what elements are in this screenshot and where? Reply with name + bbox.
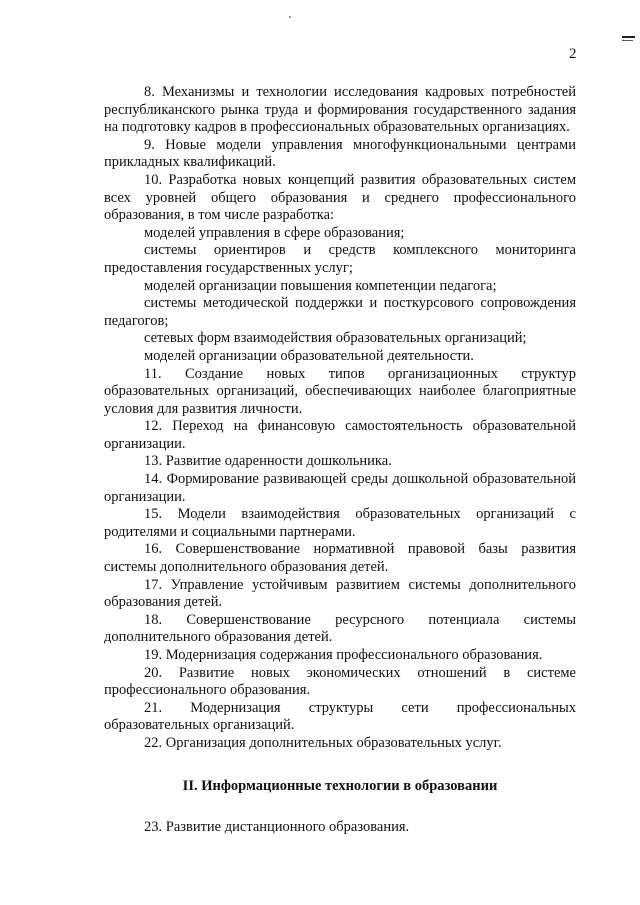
paragraph: 16. Совершенствование нормативной правовой базы развития системы дополнительного образования детей. bbox=[104, 541, 576, 576]
paragraph: сетевых форм взаимодействия образовательных организаций; bbox=[144, 330, 527, 347]
paragraph: моделей организации повышения компетенции педагога; bbox=[144, 277, 497, 294]
paragraph: 18. Совершенствование ресурсного потенциала системы дополнительного образования детей. bbox=[104, 611, 576, 646]
paragraph: моделей управления в сфере образования; bbox=[144, 224, 405, 241]
paragraph: 13. Развитие одаренности дошкольника. bbox=[144, 453, 392, 470]
document-body bbox=[104, 84, 576, 837]
paragraph: системы методической поддержки и посткурсового сопровождения педагогов; bbox=[104, 295, 576, 329]
paragraph: 8. Механизмы и технологии исследования кадровых потребностей республиканского рынка труда и формирования государственного задания на подготовку кадров в профессиональных образовательных организациях. bbox=[104, 84, 576, 136]
section-heading: II. Информационные технологии в образовании bbox=[182, 777, 498, 794]
paragraph: 19. Модернизация содержания профессионального образования. bbox=[144, 647, 543, 663]
paragraph: 17. Управление устойчивым развитием системы дополнительного образования детей. bbox=[104, 576, 576, 611]
paragraph: системы ориентиров и средств комплексного мониторинга предоставления государственных услуг; bbox=[104, 242, 576, 276]
paragraph: 14. Формирование развивающей среды дошкольной образовательной организации. bbox=[104, 471, 576, 505]
paragraph: 12. Переход на финансовую самостоятельность образовательной организации. bbox=[104, 418, 576, 452]
paragraph: 20. Развитие новых экономических отношений в системе профессионального образования. bbox=[104, 664, 576, 699]
page-number: 2 bbox=[569, 46, 577, 62]
paragraph: 21. Модернизация структуры сети профессиональных образовательных организаций. bbox=[104, 699, 576, 734]
paragraph: 11. Создание новых типов организационных структур образовательных организаций, обеспечивающих наиболее благоприятные условия для развития личности. bbox=[104, 365, 576, 417]
paragraph: 15. Модели взаимодействия образовательных организаций с родителями и социальными партнерами. bbox=[104, 506, 576, 540]
paragraph: 22. Организация дополнительных образовательных услуг. bbox=[144, 734, 502, 751]
paragraph: 9. Новые модели управления многофункциональными центрами прикладных квалификаций. bbox=[104, 136, 576, 171]
paragraph: 23. Развитие дистанционного образования. bbox=[144, 819, 410, 836]
corner-mark bbox=[622, 36, 635, 38]
paragraph: 10. Разработка новых концепций развития образовательных систем всех уровней общего образования и среднего профессионального образования, в том числе разработка: bbox=[104, 171, 576, 224]
scan-speck bbox=[289, 16, 291, 18]
paragraph: моделей организации образовательной деятельности. bbox=[144, 347, 474, 364]
